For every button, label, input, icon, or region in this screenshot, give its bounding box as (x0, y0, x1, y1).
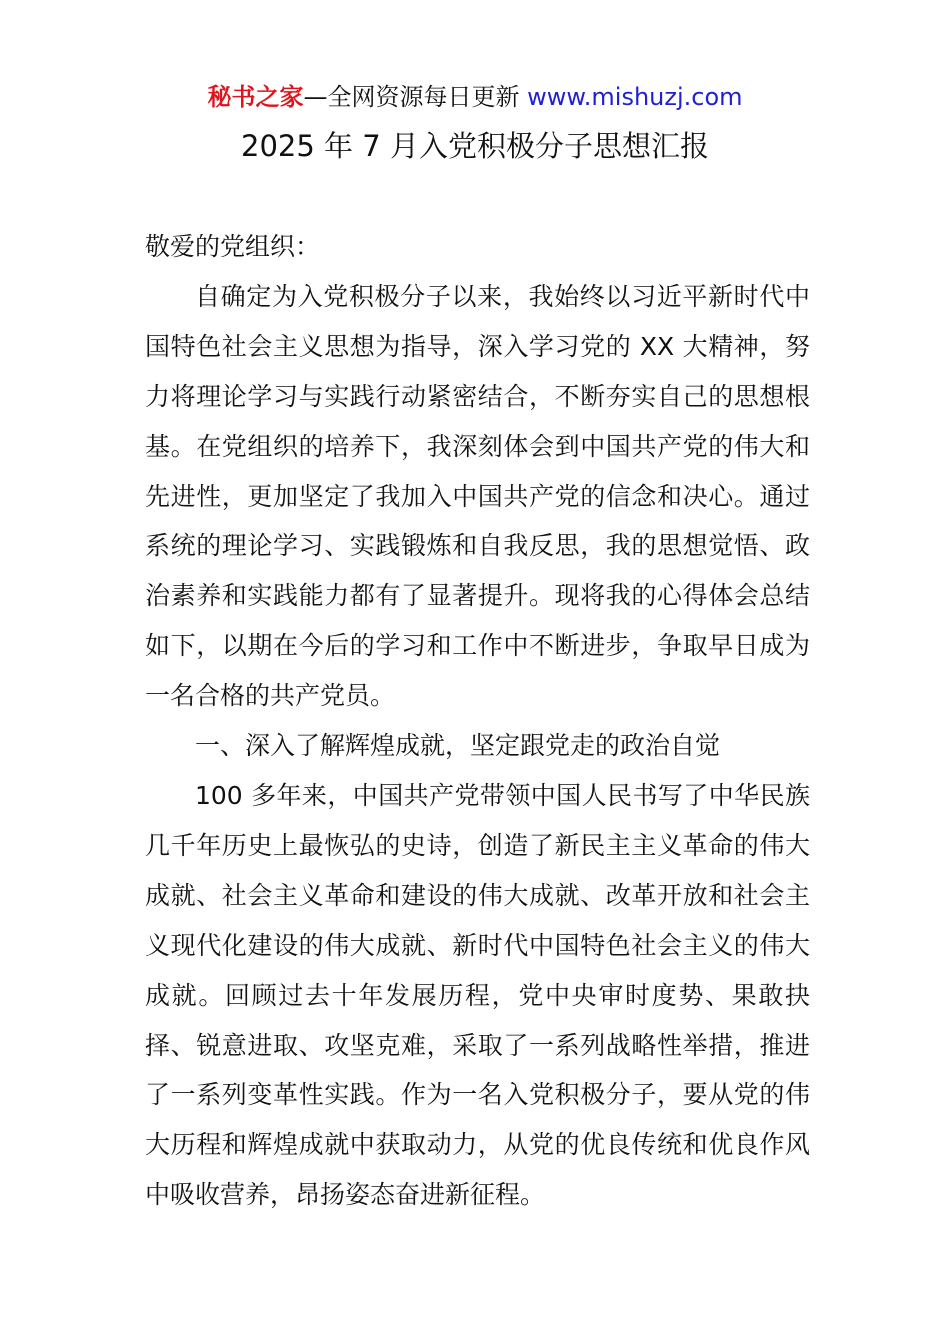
document-title: 2025 年 7 月入党积极分子思想汇报 (241, 129, 709, 163)
intro-paragraph: 自确定为入党积极分子以来，我始终以习近平新时代中国特色社会主义思想为指导，深入学习党的 XX 大精神，努力将理论学习与实践行动紧密结合，不断夯实自己的思想根基。在党组织的培养下，我深刻体会到中国共产党的伟大和先进性，更加坚定了我加入中国共产党的信念和决心。通过系统的理论学习、实践锻炼和自我反思，我的思想觉悟、政治素养和实践能力都有了显著提升。现将我的心得体会总结如下，以期在今后的学习和工作中不断进步，争取早日成为一名合格的共产党员。 (145, 281, 810, 711)
section-heading: 一、深入了解辉煌成就，坚定跟党走的政治自觉 (195, 731, 721, 761)
site-brand: 秘书之家 (207, 83, 304, 111)
document-body (145, 222, 810, 1220)
section-paragraph: 100 多年来，中国共产党带领中国人民书写了中华民族几千年历史上最恢弘的史诗，创造了新民主主义革命的伟大成就、社会主义革命和建设的伟大成就、改革开放和社会主义现代化建设的伟大成就、新时代中国特色社会主义的伟大成就。回顾过去十年发展历程，党中央审时度势、果敢抉择、锐意进取、攻坚克难，采取了一系列战略性举措，推进了一系列变革性实践。作为一名入党积极分子，要从党的伟大历程和辉煌成就中获取动力，从党的优良传统和优良作风中吸收营养，昂扬姿态奋进新征程。 (145, 780, 810, 1210)
salutation: 敬爱的党组织： (145, 232, 321, 261)
site-url-link[interactable]: www.mishuzj.com (527, 83, 743, 111)
site-tagline: —全网资源每日更新 (303, 83, 520, 111)
site-header (0, 80, 950, 114)
